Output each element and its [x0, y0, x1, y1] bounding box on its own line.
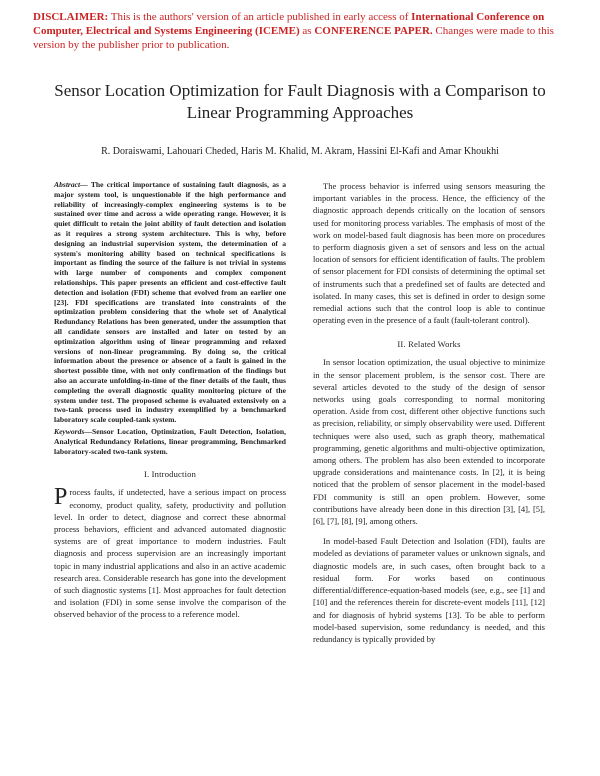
disclaimer [33, 10, 573, 52]
disclaimer-text-1: This is the authors' version of an article published in early access of [108, 11, 412, 23]
disclaimer-conference: International Conference on Computer, Electrical and Systems Engineering (ICEME) [33, 11, 545, 37]
right-column [313, 180, 545, 645]
section-heading-introduction: I. Introduction [143, 469, 197, 480]
introduction-text: rocess faults, if undetected, have a serious impact on process economy, product quality, safety, productivity and pollution level. In order to detect, diagnose and correct these abnormal process behaviors, efficient and advanced automated diagnostic systems are of great importance to modern industries. Fault diagnosis and process supervision are an increasingly important topic in many industrial applications and also in an active academic research area. Considerable research has gone into the development of such diagnostic systems [1]. Most approaches for fault detection and isolation (FDI) in some sense involve the comparison of the observed behavior of the process to a reference model. [54, 487, 286, 620]
disclaimer-label: DISCLAIMER: [33, 11, 109, 23]
keywords-label: Keywords— [54, 426, 92, 436]
body-paragraph-related-works: In sensor location optimization, the usual objective to minimize in the sensor placement problem, is the sensor cost. There are several articles devoted to the study of the design of sensor networks using goals corresponding to normal monitoring operation. Aside from cost, different other objective functions such as precision, reliability, or simply observability were used. Different techniques were also used, such as graph theory, mathematical programming, genetic algorithms and multi-objective optimization, among others. The problem has also been extended to incorporate upgrade considerations and maintenance costs. In [2], it is being noticed that the problem of sensor placement in the model-based FDI community is still an open problem. However, some contributions have already been done in this direction [3], [4], [5], [6], [7], [8], [9], among others. [313, 357, 545, 527]
introduction-paragraph [54, 486, 286, 620]
abstract-label: Abstract— [54, 180, 88, 189]
disclaimer-text-2: as [299, 25, 315, 37]
keywords [54, 427, 286, 456]
body-paragraph-sensors: The process behavior is inferred using sensors measuring the important variables in the process. Hence, the efficiency of the diagnostic approach depends critically on the location of sensors used for monitoring process variables. The emphasis of most of the work on model-based fault diagnosis has been more on procedures to perform diagnosis given a set of sensors and less on the actual location of sensors for efficient identification of faults. The problem of sensor placement for FDI consists of determining the optimal set of instruments such that a predefined set of faults are detected and isolated. In many cases, this set is defined in order to design some remedial actions such that the control loop is able to continue operating even in the presence of a fault (fault-tolerant control). [313, 181, 545, 326]
abstract-text: The critical importance of sustaining fault diagnosis, as a major system tool, is unquestionable if the high performance and reliability of increasingly-complex engineering systems is to be sustained over time and across a wide operating range. However, it is quiet difficult to retain the joint ability of fault detection and isolation as it requires a strong system architecture. This is why, before designing an industrial supervision system, the determination of a system's monitoring ability based on technical specifications is important as finding the source of the failure is not trivial in systems with large number of components and complex component relationships. This paper presents an efficient and cost-effective fault detection and isolation (FDI) scheme that evolved from an earlier one [23]. FDI specifications are translated into constraints of the optimization problem considering that the whole set of Analytical Redundancy Relations has been generated, under the assumption that all candidate sensors are installed and later on tested by an optimization algorithm using of linear programming and relaxed versions of non-linear programming. By doing so, the critical information about the presence or absence of a fault is gained in the shortest possible time, with not only confirmation of the findings but also an accurate unfolding-in-time of the finer details of the fault, thus completing the overall diagnostic quality monitoring picture of the system under test. The proposed scheme is evaluated extensively on a two-tank process used in industry exemplified by a benchmarked laboratory scale coupled-tank system. [54, 180, 286, 425]
left-column [54, 180, 286, 621]
paper-title: Sensor Location Optimization for Fault Diagnosis with a Comparison to Linear Programming Approaches [54, 81, 546, 122]
disclaimer-paper-type: CONFERENCE PAPER. [314, 25, 433, 37]
section-heading-related-works: II. Related Works [397, 339, 461, 350]
abstract [54, 180, 286, 425]
body-paragraph-fdi: In model-based Fault Detection and Isolation (FDI), faults are modeled as deviations of parameter values or unknown signals, and diagnostic models are, in such cases, often brought back to a residual form. For works based on continuous differential/difference-equation-based models (see, e.g., see [1] and [10] and the references therein for discrete-event models [11], [12] and for diagnosis of hybrid systems [13]. To be able to perform model-based supervision, some redundancy is needed, and this redundancy is typically provided by [313, 536, 545, 644]
keywords-text: Sensor Location, Optimization, Fault Detection, Isolation, Analytical Redundancy Relations, linear programming, Benchmarked laboratory-scaled two-tank system. [54, 426, 286, 456]
disclaimer-text-3: Changes were made to this version by the publisher prior to publication. [33, 25, 554, 51]
author-list: R. Doraiswami, Lahouari Cheded, Haris M. Khalid, M. Akram, Hassini El-Kafi and Amar Khoukhi [101, 146, 499, 157]
drop-cap: P [54, 484, 68, 511]
